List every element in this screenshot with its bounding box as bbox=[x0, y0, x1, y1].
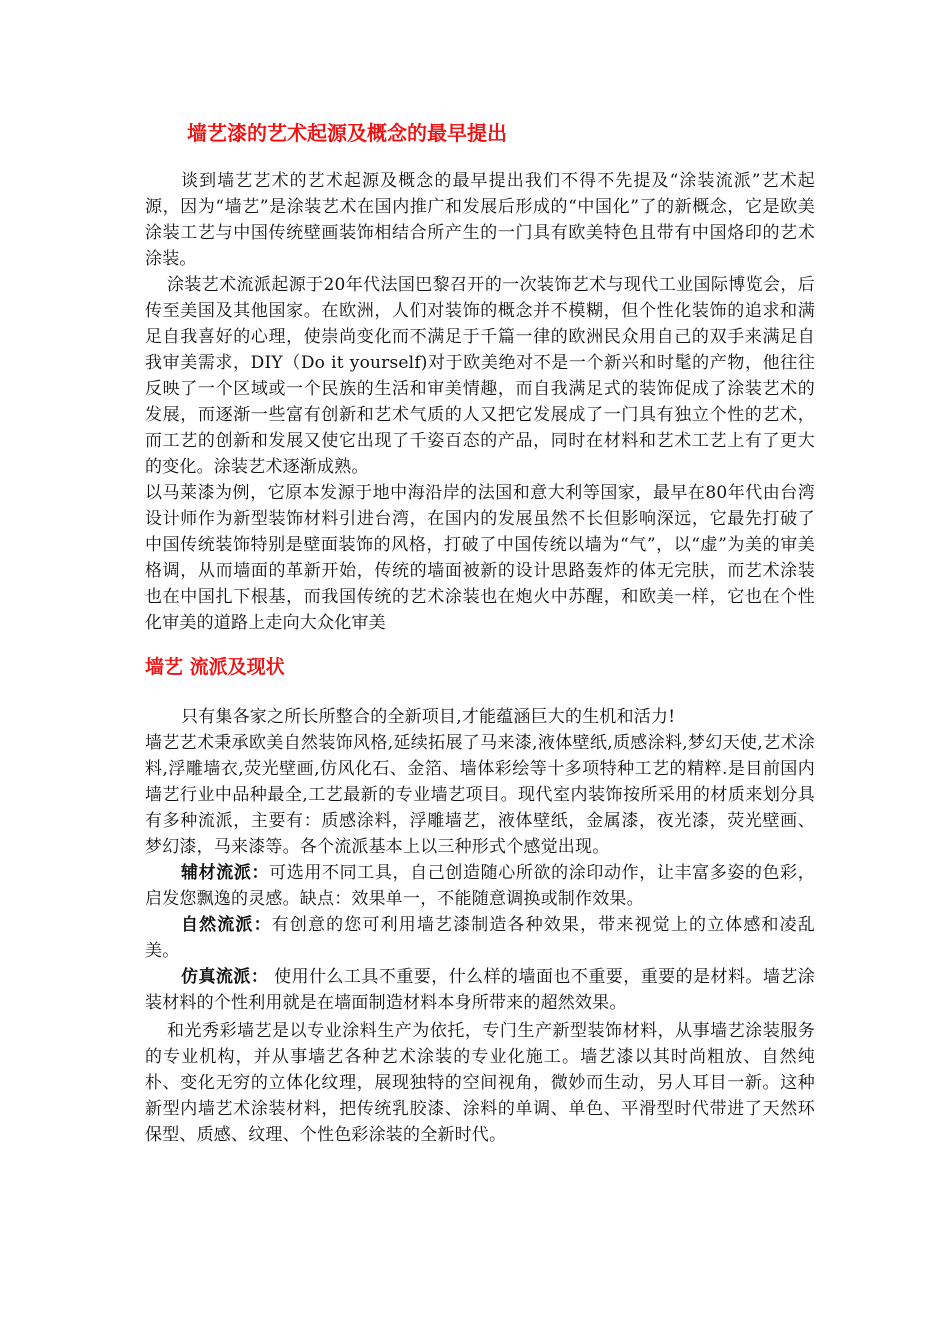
section-heading: 墙艺 流派及现状 bbox=[145, 656, 285, 678]
intro-paragraph-1: 谈到墙艺艺术的艺术起源及概念的最早提出我们不得不先提及“涂装流派”艺术起源，因为“墙艺”是涂装艺术在国内推广和发展后形成的“中国化”了的新概念，它是欧美涂装工艺与中国传统壁画装饰相结合所产生的一门具有欧美特色且带有中国烙印的艺术涂装。 bbox=[145, 171, 815, 269]
style-description: 可选用不同工具，自己创造随心所欲的涂印动作，让丰富多姿的色彩，启发您飘逸的灵感。缺点：效果单一，不能随意调换或制作效果。 bbox=[145, 863, 816, 909]
style-item-natural bbox=[145, 912, 815, 964]
section-paragraph-2: 墙艺艺术秉承欧美自然装饰风格,延续拓展了马来漆,液体壁纸,质感涂料,梦幻天使,艺术涂料,浮雕墙衣,荧光壁画,仿风化石、金箔、墙体彩绘等十多项特种工艺的精粹.是目前国内墙艺行业中品种最全,工艺最新的专业墙艺项目。现代室内装饰按所采用的材质来划分具有多种流派，主要有：质感涂料，浮雕墙艺，液体壁纸，金属漆，夜光漆，荧光壁画、梦幻漆，马来漆等。各个流派基本上以三种形式个感觉出现。 bbox=[145, 733, 815, 857]
section-paragraph-1: 只有集各家之所长所整合的全新项目,才能蕴涵巨大的生机和活力! bbox=[181, 707, 676, 727]
style-description: 有创意的您可利用墙艺漆制造各种效果，带来视觉上的立体感和凌乱美。 bbox=[145, 915, 816, 961]
style-lead-label: 仿真流派： bbox=[181, 967, 269, 987]
style-item-simulation bbox=[145, 964, 815, 1016]
document-body bbox=[145, 118, 815, 1148]
style-item-auxiliary bbox=[145, 860, 815, 912]
closing-paragraph: 和光秀彩墙艺是以专业涂料生产为依托，专门生产新型装饰材料，从事墙艺涂装服务的专业机构，并从事墙艺各种艺术涂装的专业化施工。墙艺漆以其时尚粗放、自然纯朴、变化无穷的立体化纹理，展现独特的空间视角，微妙而生动，另人耳目一新。这种新型内墙艺术涂装材料，把传统乳胶漆、涂料的单调、单色、平滑型时代带进了天然环保型、质感、纹理、个性色彩涂装的全新时代。 bbox=[145, 1021, 815, 1145]
style-lead-label: 辅材流派： bbox=[181, 863, 270, 883]
style-lead-label: 自然流派： bbox=[181, 915, 272, 935]
intro-paragraph-3: 以马莱漆为例，它原本发源于地中海沿岸的法国和意大利等国家，最早在80年代由台湾设计师作为新型装饰材料引进台湾，在国内的发展虽然不长但影响深远，它最先打破了中国传统装饰特别是壁面装饰的风格，打破了中国传统以墙为“气”，以“虚”为美的审美格调，从而墙面的革新开始，传统的墙面被新的设计思路轰炸的体无完肤，而艺术涂装也在中国扎下根基，而我国传统的艺术涂装也在炮火中苏醒，和欧美一样，它也在个性化审美的道路上走向大众化审美 bbox=[145, 483, 815, 633]
intro-paragraph-2: 涂装艺术流派起源于20年代法国巴黎召开的一次装饰艺术与现代工业国际博览会，后传至美国及其他国家。在欧洲，人们对装饰的概念并不模糊，但个性化装饰的追求和满足自我喜好的心理，使崇尚变化而不满足于千篇一律的欧洲民众用自己的双手来满足自我审美需求，DIY（Do it yourself)对于欧美绝对不是一个新兴和时髦的产物，他往往反映了一个区域或一个民族的生活和审美情趣，而自我满足式的装饰促成了涂装艺术的发展，而逐渐一些富有创新和艺术气质的人又把它发展成了一门具有独立个性的艺术，而工艺的创新和发展又使它出现了千姿百态的产品，同时在材料和艺术工艺上有了更大的变化。涂装艺术逐渐成熟。 bbox=[145, 275, 815, 477]
style-description: 使用什么工具不重要，什么样的墙面也不重要，重要的是材料。墙艺涂装材料的个性利用就是在墙面制造材料本身所带来的超然效果。 bbox=[145, 967, 815, 1013]
document-title: 墙艺漆的艺术起源及概念的最早提出 bbox=[187, 121, 507, 145]
